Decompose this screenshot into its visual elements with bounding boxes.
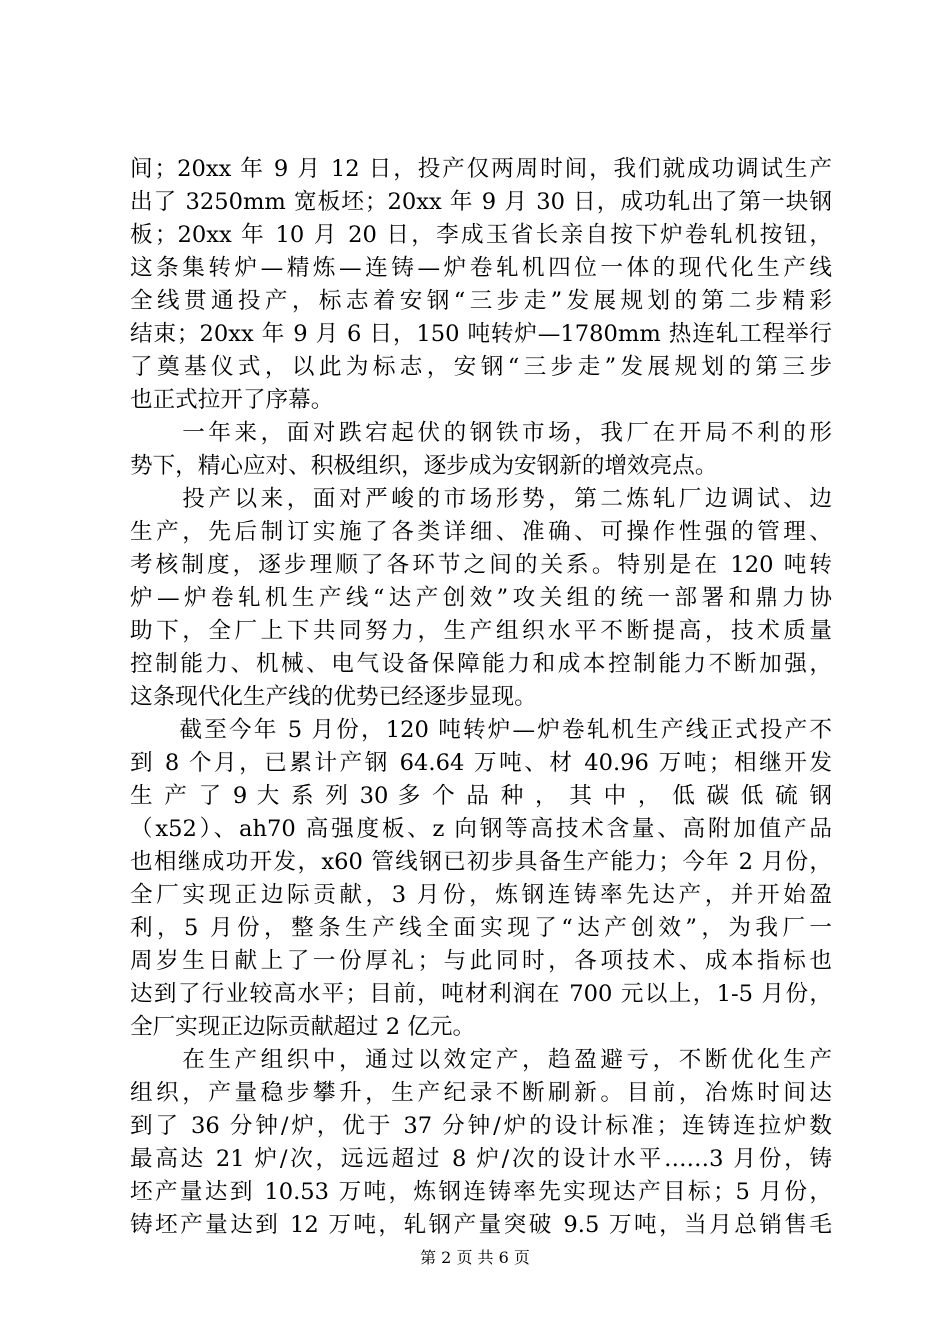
text-line: 这条现代化生产线的优势已经逐步显现。	[130, 684, 537, 710]
text-line: 一年来，面对跌宕起伏的钢铁市场，我厂在开局不利的形	[130, 420, 832, 446]
page-number: 第 2 页 共 6 页	[420, 1248, 530, 1267]
text-line: 坯产量达到 10.53 万吨，炼钢连铸率先实现达产目标；5 月份，	[130, 1179, 832, 1205]
text-line: 间；20xx 年 9 月 12 日，投产仅两周时间，我们就成功调试生产	[130, 156, 832, 182]
text-line: 炉—炉卷轧机生产线“达产创效”攻关组的统一部署和鼎力协	[130, 585, 832, 611]
text-line: 利，5 月份，整条生产线全面实现了“达产创效”，为我厂一	[130, 915, 832, 941]
text-line: 组织，产量稳步攀升，生产纪录不断刷新。目前，冶炼时间达	[130, 1080, 832, 1106]
text-line: 周岁生日献上了一份厚礼；与此同时，各项技术、成本指标也	[130, 948, 832, 974]
page-footer	[0, 1248, 950, 1268]
text-line: 控制能力、机械、电气设备保障能力和成本控制能力不断加强，	[130, 651, 832, 677]
text-line: （x52）、ah70 高强度板、z 向钢等高技术含量、高附加值产品	[130, 816, 832, 842]
text-line: 在生产组织中，通过以效定产，趋盈避亏，不断优化生产	[130, 1047, 832, 1073]
text-line: 也正式拉开了序幕。	[130, 387, 334, 413]
text-line: 铸坯产量达到 12 万吨，轧钢产量突破 9.5 万吨，当月总销售毛	[130, 1212, 832, 1238]
text-line: 这条集转炉—精炼—连铸—炉卷轧机四位一体的现代化生产线	[130, 255, 832, 281]
text-line: 板；20xx 年 10 月 20 日，李成玉省长亲自按下炉卷轧机按钮，	[130, 222, 832, 248]
text-line: 达到了行业较高水平；目前，吨材利润在 700 元以上，1-5 月份，	[130, 981, 832, 1007]
document-body	[130, 153, 832, 1242]
text-line: 生产，先后制订实施了各类详细、准确、可操作性强的管理、	[130, 519, 832, 545]
text-line: 助下，全厂上下共同努力，生产组织水平不断提高，技术质量	[130, 618, 832, 644]
text-line: 生 产 了 9 大 系 列 30 多 个 品 种 ， 其 中 ， 低 碳 低 硫 钢	[130, 783, 832, 809]
text-line: 全厂实现正边际贡献超过 2 亿元。	[130, 1014, 476, 1040]
text-line: 全厂实现正边际贡献，3 月份，炼钢连铸率先达产，并开始盈	[130, 882, 832, 908]
text-line: 全线贯通投产，标志着安钢“三步走”发展规划的第二步精彩	[130, 288, 832, 314]
text-line: 到了 36 分钟/炉，优于 37 分钟/炉的设计标准；连铸连拉炉数	[130, 1113, 832, 1139]
text-line: 出了 3250mm 宽板坯；20xx 年 9 月 30 日，成功轧出了第一块钢	[130, 189, 832, 215]
text-line: 考核制度，逐步理顺了各环节之间的关系。特别是在 120 吨转	[130, 552, 832, 578]
text-line: 截至今年 5 月份，120 吨转炉—炉卷轧机生产线正式投产不	[130, 717, 832, 743]
text-line: 也相继成功开发，x60 管线钢已初步具备生产能力；今年 2 月份，	[130, 849, 832, 875]
text-line: 到 8 个月，已累计产钢 64.64 万吨、材 40.96 万吨；相继开发	[130, 750, 832, 776]
text-line: 投产以来，面对严峻的市场形势，第二炼轧厂边调试、边	[130, 486, 832, 512]
text-line: 了奠基仪式，以此为标志，安钢“三步走”发展规划的第三步	[130, 354, 832, 380]
text-line: 结束；20xx 年 9 月 6 日，150 吨转炉—1780mm 热连轧工程举行	[130, 321, 832, 347]
text-line: 势下，精心应对、积极组织，逐步成为安钢新的增效亮点。	[130, 453, 718, 479]
text-line: 最高达 21 炉/次，远远超过 8 炉/次的设计水平……3 月份，铸	[130, 1146, 832, 1172]
